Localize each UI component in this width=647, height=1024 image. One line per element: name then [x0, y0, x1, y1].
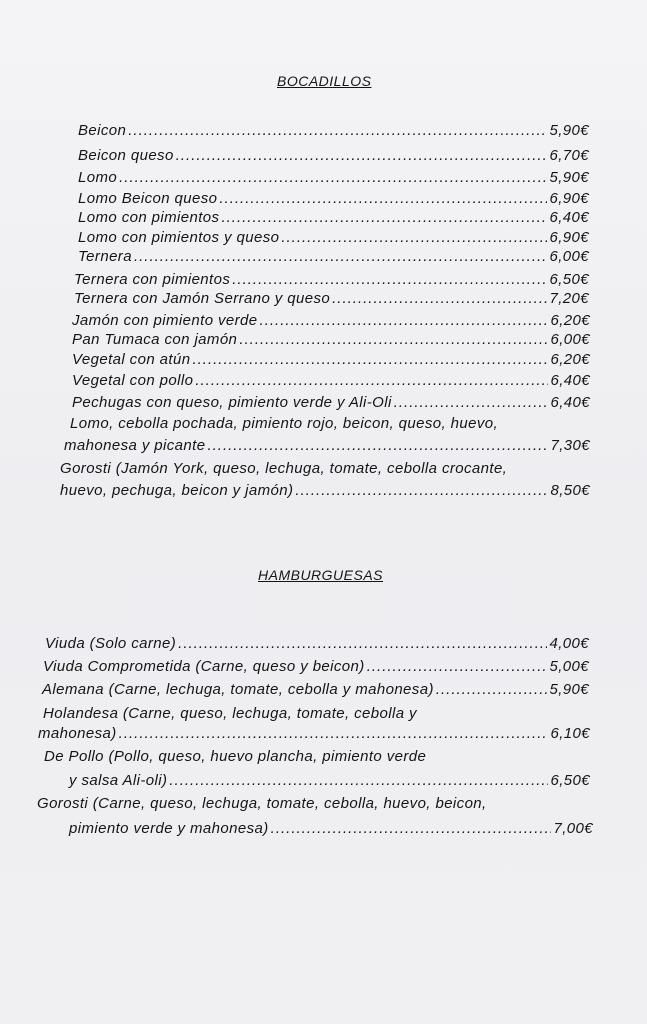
item-name: Lomo con pimientos y queso [78, 229, 280, 246]
leader-dots [178, 634, 547, 654]
leader-dots [128, 121, 547, 141]
item-name: Ternera con pimientos [74, 271, 231, 288]
item-name: Lomo [78, 169, 118, 186]
item-name: Lomo Beicon queso [78, 190, 218, 207]
item-name: Ternera con Jamón Serrano y queso [74, 290, 331, 307]
item-price: 6,50€ [550, 772, 590, 789]
item-price: 6,10€ [550, 725, 590, 742]
item-name: De Pollo (Pollo, queso, huevo plancha, pimiento verde [44, 748, 427, 765]
menu-item [72, 371, 590, 391]
menu-item-line1 [37, 794, 487, 814]
item-name: Ternera [78, 248, 132, 265]
section-title-bocadillos: BOCADILLOS [277, 73, 372, 89]
leader-dots [332, 289, 547, 309]
menu-item [43, 657, 589, 677]
item-price: 5,90€ [549, 122, 589, 139]
leader-dots [394, 393, 549, 413]
leader-dots [281, 228, 547, 248]
item-price: 6,40€ [549, 209, 589, 226]
leader-dots [271, 819, 552, 839]
item-name: Beicon queso [78, 147, 174, 164]
item-price: 5,90€ [549, 681, 589, 698]
menu-item [78, 146, 589, 166]
item-name: Gorosti (Jamón York, queso, lechuga, tomate, cebolla crocante, [60, 460, 508, 477]
menu-item [78, 168, 589, 188]
menu-item [64, 436, 590, 456]
leader-dots [239, 330, 548, 350]
item-price: 8,50€ [550, 482, 590, 499]
menu-item-line1 [70, 414, 498, 434]
menu-item [78, 121, 589, 141]
menu-item [72, 330, 590, 350]
menu-item [60, 481, 590, 501]
menu-item [74, 270, 589, 290]
item-name: Jamón con pimiento verde [72, 312, 258, 329]
item-name: Vegetal con pollo [72, 372, 194, 389]
menu-item [69, 819, 593, 839]
leader-dots [219, 189, 547, 209]
item-name: Gorosti (Carne, queso, lechuga, tomate, cebolla, huevo, beicon, [37, 795, 487, 812]
leader-dots [232, 270, 547, 290]
menu-item [72, 393, 590, 413]
item-price: 7,30€ [550, 437, 590, 454]
menu-item [78, 247, 589, 267]
leader-dots [176, 146, 548, 166]
menu-item [38, 724, 590, 744]
item-price: 7,20€ [549, 290, 589, 307]
item-name: Pan Tumaca con jamón [72, 331, 238, 348]
item-price: 6,00€ [549, 248, 589, 265]
leader-dots [295, 481, 548, 501]
leader-dots [192, 350, 548, 370]
menu-item [42, 680, 589, 700]
menu-item [78, 228, 589, 248]
leader-dots [169, 771, 548, 791]
menu-item-line1 [43, 704, 417, 724]
item-price: 6,70€ [549, 147, 589, 164]
item-name: Lomo, cebolla pochada, pimiento rojo, beicon, queso, huevo, [70, 415, 499, 432]
menu-item-line1 [44, 747, 426, 767]
item-name: Pechugas con queso, pimiento verde y Ali-Oli [72, 394, 392, 411]
item-name: Holandesa (Carne, queso, lechuga, tomate, cebolla y [43, 705, 417, 722]
item-name: Vegetal con atún [72, 351, 191, 368]
item-price: 5,00€ [549, 658, 589, 675]
item-price: 4,00€ [549, 635, 589, 652]
menu-item [74, 289, 589, 309]
leader-dots [367, 657, 548, 677]
item-price: 6,20€ [550, 351, 590, 368]
item-price: 6,90€ [549, 190, 589, 207]
leader-dots [119, 168, 547, 188]
menu-item [78, 189, 589, 209]
item-name: y salsa Ali-oli) [69, 772, 168, 789]
item-price: 6,20€ [550, 312, 590, 329]
leader-dots [134, 247, 548, 267]
item-name: pimiento verde y mahonesa) [69, 820, 269, 837]
leader-dots [260, 311, 549, 331]
leader-dots [195, 371, 548, 391]
item-price: 6,00€ [550, 331, 590, 348]
item-name: Lomo con pimientos [78, 209, 220, 226]
item-name: Viuda (Solo carne) [45, 635, 177, 652]
leader-dots [207, 436, 548, 456]
item-name: Alemana (Carne, lechuga, tomate, cebolla y mahonesa) [42, 681, 434, 698]
section-title-hamburguesas: HAMBURGUESAS [258, 567, 384, 583]
menu-item [72, 311, 590, 331]
menu-item-line1 [60, 459, 507, 479]
item-name: huevo, pechuga, beicon y jamón) [60, 482, 294, 499]
item-name: mahonesa) [38, 725, 117, 742]
item-price: 5,90€ [549, 169, 589, 186]
item-price: 6,40€ [550, 394, 590, 411]
item-name: Beicon [78, 122, 127, 139]
item-price: 7,00€ [553, 820, 593, 837]
item-name: mahonesa y picante [64, 437, 206, 454]
item-name: Viuda Comprometida (Carne, queso y beicon) [43, 658, 365, 675]
menu-item [72, 350, 590, 370]
item-price: 6,40€ [550, 372, 590, 389]
menu-item [78, 208, 589, 228]
leader-dots [436, 680, 548, 700]
leader-dots [119, 724, 549, 744]
item-price: 6,90€ [549, 229, 589, 246]
menu-item [69, 771, 590, 791]
menu-item [45, 634, 589, 654]
leader-dots [221, 208, 547, 228]
item-price: 6,50€ [549, 271, 589, 288]
